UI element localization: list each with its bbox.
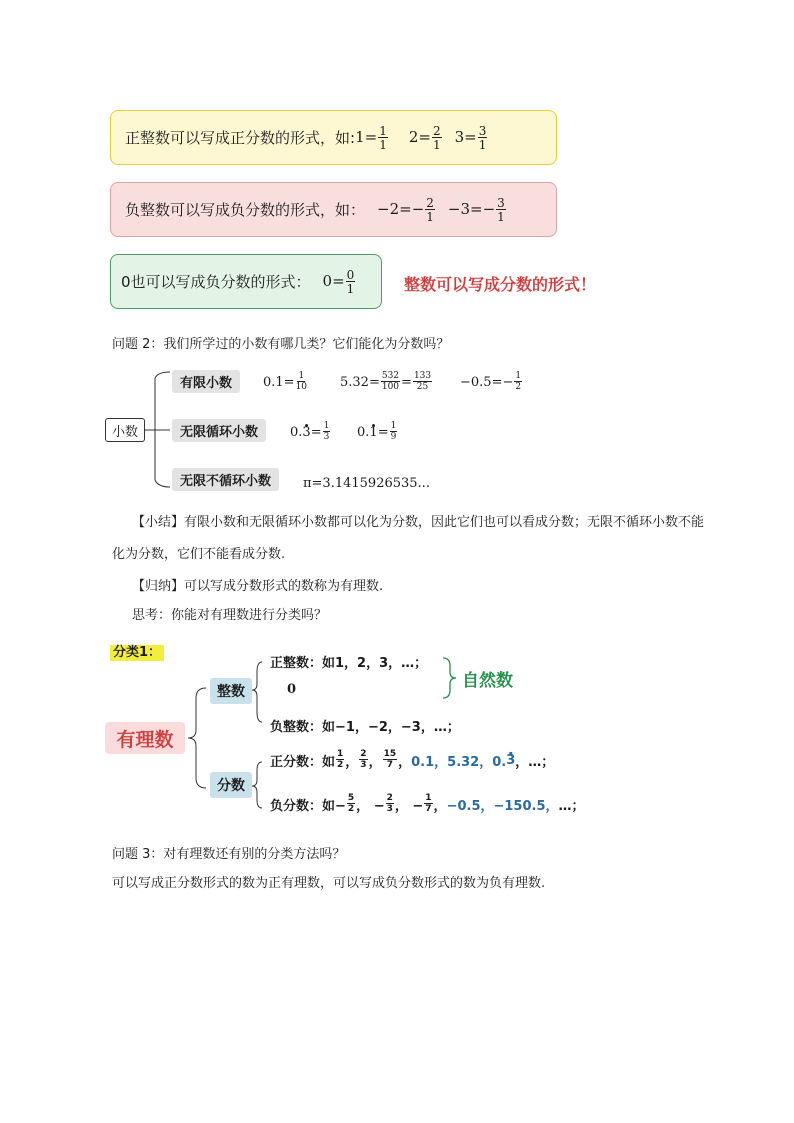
answer-3: 可以写成正分数形式的数为正有理数，可以写成负分数形式的数为负有理数. [112, 876, 546, 891]
positive-integer-text: 正整数可以写成正分数的形式，如: [125, 129, 356, 147]
expr-3: 3= $\frac{3}{1}$ [454, 123, 487, 152]
question-2: 问题 2：我们所学过的小数有哪几类？它们能化为分数吗？ [112, 337, 450, 352]
natural-number-label: 自然数 [462, 671, 513, 691]
repeating-example-1: 0. · 3 = $\frac{1}{3}$ [290, 422, 331, 442]
summary-line-1: 【小结】有限小数和无限循环小数都可以化为分数，因此它们也可以看成分数；无限不循环小数不能 [132, 515, 705, 530]
expr-2: 2= $\frac{2}{1}$ [408, 123, 441, 152]
classification-label: 分类1： [110, 645, 164, 661]
finite-example-3: −0.5=− $\frac{1}{2}$ [460, 371, 522, 392]
expr-neg2: −2=− $\frac{2}{1}$ [377, 195, 434, 224]
fraction-tag: 分数 [210, 772, 252, 798]
positive-fraction-row: 正分数：如 $\frac{1}{2}$ ， $\frac{2}{3}$ ， $\frac{15}{7}$ ， 0.1，5.32，0. · 3 ，…； [270, 750, 554, 770]
induction: 【归纳】可以写成分数形式的数称为有理数. [132, 579, 384, 594]
decimal-tree-lines [0, 0, 794, 520]
question-3: 问题 3：对有理数还有别的分类方法吗？ [112, 847, 346, 862]
negative-integer-text: 负整数可以写成负分数的形式，如： [125, 201, 366, 219]
zero-row: 0 [287, 682, 297, 697]
integer-tag: 整数 [210, 678, 252, 704]
rational-root: 有理数 [105, 722, 185, 754]
finite-example-1: 0.1= $\frac{1}{10}$ [263, 371, 308, 392]
expr-zero: 0= $\frac{0}{1}$ [322, 267, 355, 296]
repeating-example-2: 0. · 1 = $\frac{1}{9}$ [357, 422, 398, 442]
negative-integer-row: 负整数：如−1，−2，−3，…； [270, 720, 460, 735]
decimal-root: 小数 [105, 418, 145, 442]
finite-decimal-tag: 有限小数 [172, 370, 240, 393]
pi-value: π=3.1415926535... [303, 476, 430, 491]
nonrepeating-decimal-tag: 无限不循环小数 [172, 468, 279, 491]
expr-neg3: −3=− $\frac{3}{1}$ [447, 195, 505, 224]
summary-line-2: 化为分数，它们不能看成分数. [112, 547, 286, 562]
finite-example-2: 5.32= $\frac{532}{100}$ = $\frac{133}{25}$ [340, 371, 432, 392]
negative-fraction-row: 负分数：如− $\frac{5}{2}$ ， − $\frac{2}{3}$ ， − $\frac{1}{7}$ ， −0.5，−150.5， …； [270, 793, 585, 814]
think-question: 思考：你能对有理数进行分类吗？ [132, 608, 328, 623]
slogan: 整数可以写成分数的形式！ [404, 275, 597, 294]
expr-1: 1= $\frac{1}{1}$ [355, 123, 387, 152]
positive-integer-row: 正整数：如1，2，3，…； [270, 656, 428, 671]
repeating-decimal-tag: 无限循环小数 [172, 419, 266, 442]
zero-text: 0也可以写成负分数的形式： [121, 273, 311, 291]
